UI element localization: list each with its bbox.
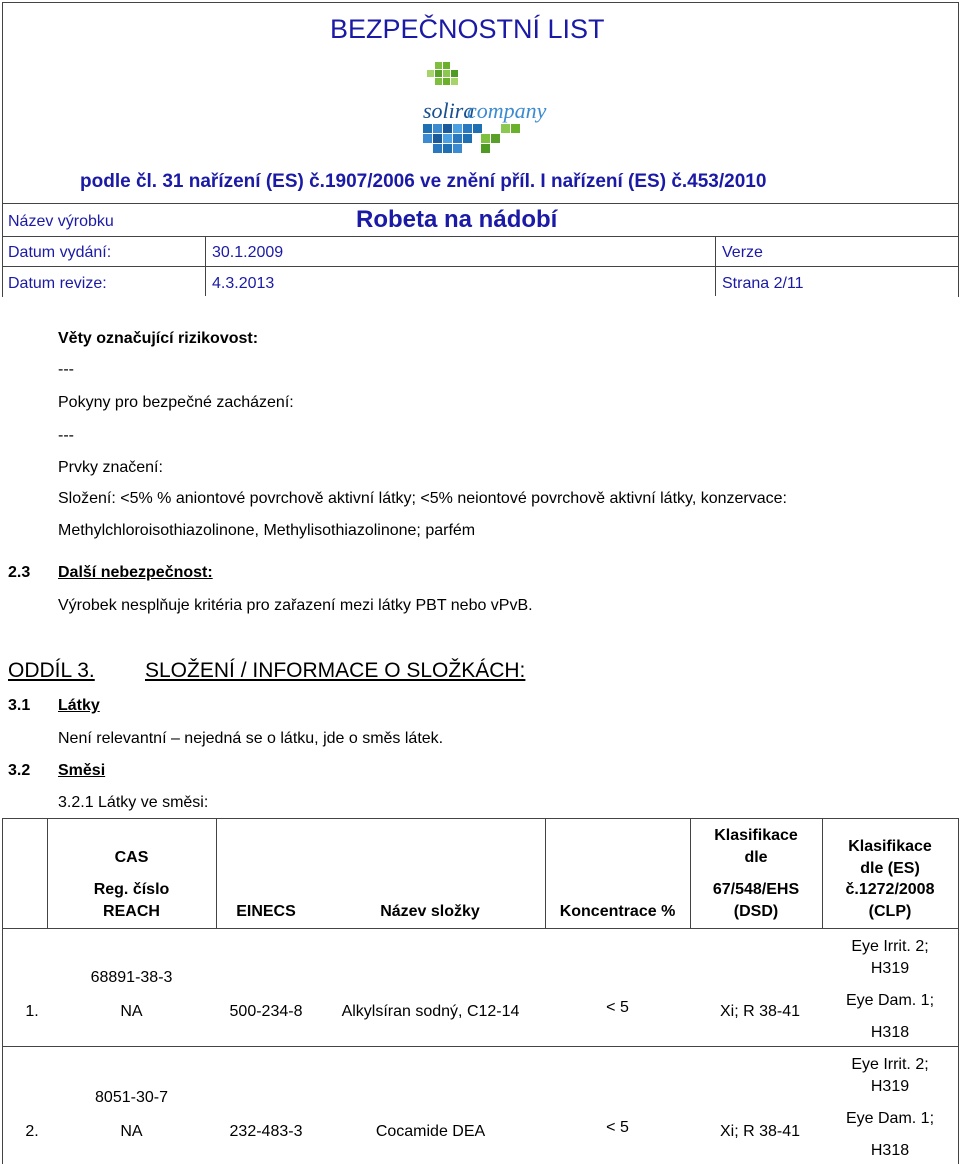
table-border — [2, 1046, 959, 1047]
issue-date-label: Datum vydání: — [8, 244, 112, 261]
safety-value: --- — [58, 427, 74, 444]
document-title: BEZPEČNOSTNÍ LIST — [330, 14, 605, 44]
section-number: 3.2 — [8, 762, 31, 779]
header-divider — [2, 266, 959, 267]
regulation-line: podle čl. 31 nařízení (ES) č.1907/2006 ve znění příl. I nařízení (ES) č.453/2010 — [80, 171, 767, 192]
composition-text: Složení: <5% % aniontové povrchově aktivní látky; <5% neiontové povrchově aktivní látky, konzervace: — [58, 490, 787, 507]
revision-date: 4.3.2013 — [212, 275, 275, 292]
safety-heading: Pokyny pro bezpečné zacházení: — [58, 394, 294, 411]
header-clp: dle (ES) — [860, 860, 920, 877]
header-divider — [2, 236, 959, 237]
clp-classification: H318 — [870, 1024, 910, 1041]
section-number: ODDÍL 3. — [8, 659, 95, 682]
header-divider — [715, 236, 716, 296]
clp-classification: Eye Dam. 1; — [845, 992, 935, 1009]
row-number: 2. — [25, 1123, 39, 1140]
table-border — [2, 818, 3, 1164]
clp-classification: H319 — [870, 1078, 910, 1095]
header-einecs: EINECS — [236, 903, 296, 920]
version-label: Verze — [722, 244, 763, 261]
dsd-classification: Xi; R 38-41 — [719, 1003, 801, 1020]
section-title: SLOŽENÍ / INFORMACE O SLOŽKÁCH: — [145, 659, 526, 682]
section-heading: Směsi — [58, 762, 106, 779]
component-name: Cocamide DEA — [375, 1123, 486, 1140]
svg-text:company: company — [467, 98, 547, 123]
issue-date: 30.1.2009 — [212, 244, 284, 261]
section-text: Výrobek nesplňuje kritéria pro zařazení mezi látky PBT nebo vPvB. — [58, 597, 533, 614]
clp-classification: Eye Irrit. 2; — [851, 938, 929, 955]
clp-classification: H318 — [870, 1142, 910, 1159]
dsd-classification: Xi; R 38-41 — [719, 1123, 801, 1140]
concentration: < 5 — [606, 1119, 629, 1136]
clp-classification: Eye Dam. 1; — [845, 1110, 935, 1127]
section-number: 2.3 — [8, 564, 31, 581]
header-clp: (CLP) — [868, 903, 912, 920]
clp-classification: Eye Irrit. 2; — [851, 1056, 929, 1073]
header-dsd: 67/548/EHS — [712, 881, 800, 898]
header-reach: REACH — [103, 903, 160, 920]
header-clp: č.1272/2008 — [845, 881, 935, 898]
header-dsd: Klasifikace — [714, 827, 798, 844]
row-number: 1. — [25, 1003, 39, 1020]
product-name: Robeta na nádobí — [356, 206, 558, 233]
table-border — [2, 818, 959, 819]
cas-number: 68891-38-3 — [90, 969, 173, 986]
header-name: Název složky — [380, 903, 480, 920]
header-reach: Reg. číslo — [93, 881, 170, 898]
header-divider — [2, 203, 959, 204]
clp-classification: H319 — [870, 960, 910, 977]
header-dsd: dle — [744, 849, 768, 866]
svg-text:solira: solira — [423, 98, 475, 123]
revision-date-label: Datum revize: — [8, 275, 107, 292]
subsection-heading: 3.2.1 Látky ve směsi: — [58, 794, 209, 811]
elements-heading: Prvky značení: — [58, 459, 163, 476]
section-heading: Látky — [58, 697, 100, 714]
header-divider — [205, 236, 206, 296]
table-border — [958, 818, 959, 1164]
section-heading: Další nebezpečnost: — [58, 564, 213, 581]
risk-heading: Věty označující rizikovost: — [58, 330, 259, 347]
component-name: Alkylsíran sodný, C12-14 — [341, 1003, 520, 1020]
section-number: 3.1 — [8, 697, 31, 714]
company-logo — [423, 62, 547, 158]
risk-value: --- — [58, 361, 74, 378]
header-concentration: Koncentrace % — [559, 903, 676, 920]
concentration: < 5 — [606, 999, 629, 1016]
header-cas: CAS — [114, 849, 149, 866]
reach-number: NA — [120, 1123, 143, 1140]
page-number: Strana 2/11 — [722, 275, 804, 292]
product-label: Název výrobku — [8, 213, 114, 230]
header-clp: Klasifikace — [848, 838, 932, 855]
table-border — [2, 928, 959, 929]
composition-text: Methylchloroisothiazolinone, Methylisothiazolinone; parfém — [58, 522, 476, 539]
einecs-number: 500-234-8 — [229, 1003, 303, 1020]
header-dsd: (DSD) — [733, 903, 779, 920]
reach-number: NA — [120, 1003, 143, 1020]
cas-number: 8051-30-7 — [95, 1089, 168, 1106]
section-text: Není relevantní – nejedná se o látku, jde o směs látek. — [58, 730, 444, 747]
einecs-number: 232-483-3 — [229, 1123, 303, 1140]
